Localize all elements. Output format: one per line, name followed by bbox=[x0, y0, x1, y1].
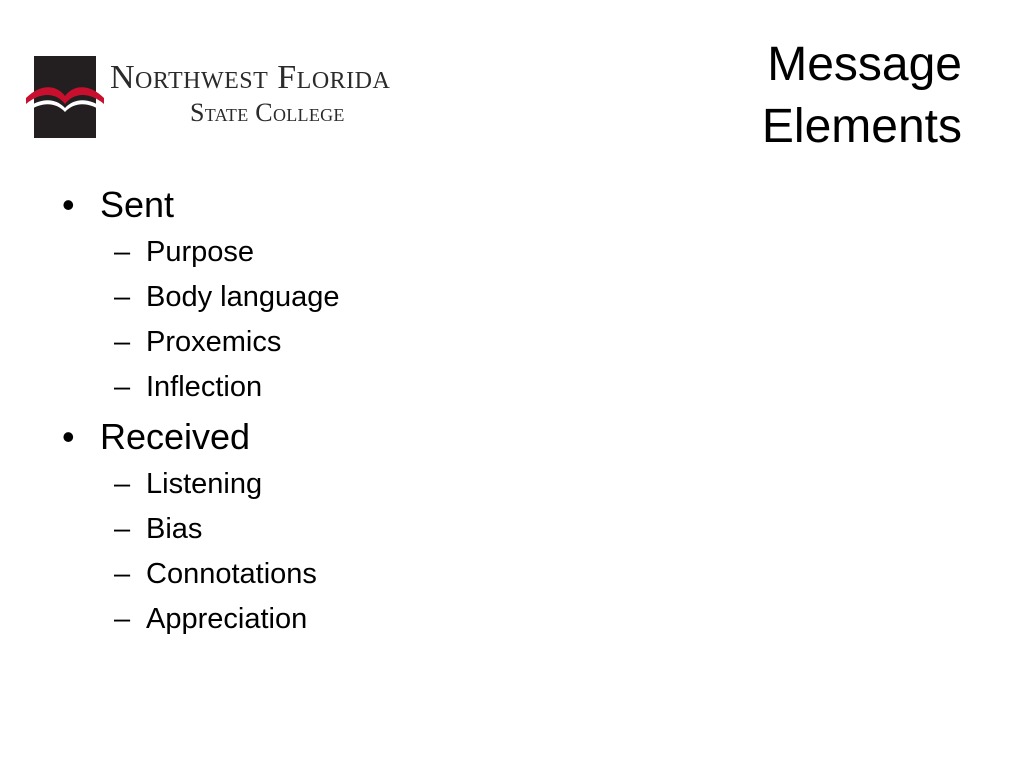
sub-bullet-item bbox=[56, 230, 656, 275]
sub-bullet-item bbox=[56, 552, 656, 597]
slide-title bbox=[762, 34, 962, 158]
logo-line1: Northwest Florida bbox=[110, 59, 391, 96]
sub-bullet-label: Purpose bbox=[146, 236, 255, 268]
sub-bullet-item bbox=[56, 462, 656, 507]
sub-bullet-label: Bias bbox=[146, 513, 203, 545]
sub-bullet-label: Proxemics bbox=[146, 326, 282, 358]
dash-icon: – bbox=[114, 603, 131, 635]
sub-bullet-item bbox=[56, 365, 656, 410]
sub-bullet-label: Appreciation bbox=[146, 603, 308, 635]
dash-icon: – bbox=[114, 326, 131, 358]
bullet-list bbox=[56, 180, 656, 642]
sub-bullet-label: Inflection bbox=[146, 371, 263, 403]
bullet-dot-icon: • bbox=[62, 416, 75, 457]
bullet-dot-icon: • bbox=[62, 184, 75, 225]
logo-wordmark bbox=[110, 58, 390, 128]
sub-bullet-item bbox=[56, 275, 656, 320]
dash-icon: – bbox=[114, 513, 131, 545]
dash-icon: – bbox=[114, 281, 131, 313]
logo-line2: State College bbox=[190, 98, 345, 127]
dash-icon: – bbox=[114, 236, 131, 268]
dash-icon: – bbox=[114, 468, 131, 500]
bullet-item bbox=[56, 180, 656, 230]
sub-bullet-label: Listening bbox=[146, 468, 263, 500]
bullet-label: Sent bbox=[100, 184, 175, 225]
open-book-logo-icon bbox=[26, 54, 104, 140]
bullet-group-sent bbox=[56, 180, 656, 410]
slide-title-line2: Elements bbox=[761, 100, 962, 153]
bullet-item bbox=[56, 412, 656, 462]
slide-title-line1: Message bbox=[767, 38, 962, 91]
sub-bullet-list bbox=[56, 230, 656, 410]
sub-bullet-list bbox=[56, 462, 656, 642]
dash-icon: – bbox=[114, 558, 131, 590]
sub-bullet-item bbox=[56, 597, 656, 642]
sub-bullet-label: Body language bbox=[146, 281, 340, 313]
bullet-label: Received bbox=[100, 416, 251, 457]
bullet-group-received bbox=[56, 412, 656, 642]
sub-bullet-label: Connotations bbox=[146, 558, 317, 590]
sub-bullet-item bbox=[56, 320, 656, 365]
college-logo bbox=[26, 54, 466, 144]
dash-icon: – bbox=[114, 371, 131, 403]
sub-bullet-item bbox=[56, 507, 656, 552]
